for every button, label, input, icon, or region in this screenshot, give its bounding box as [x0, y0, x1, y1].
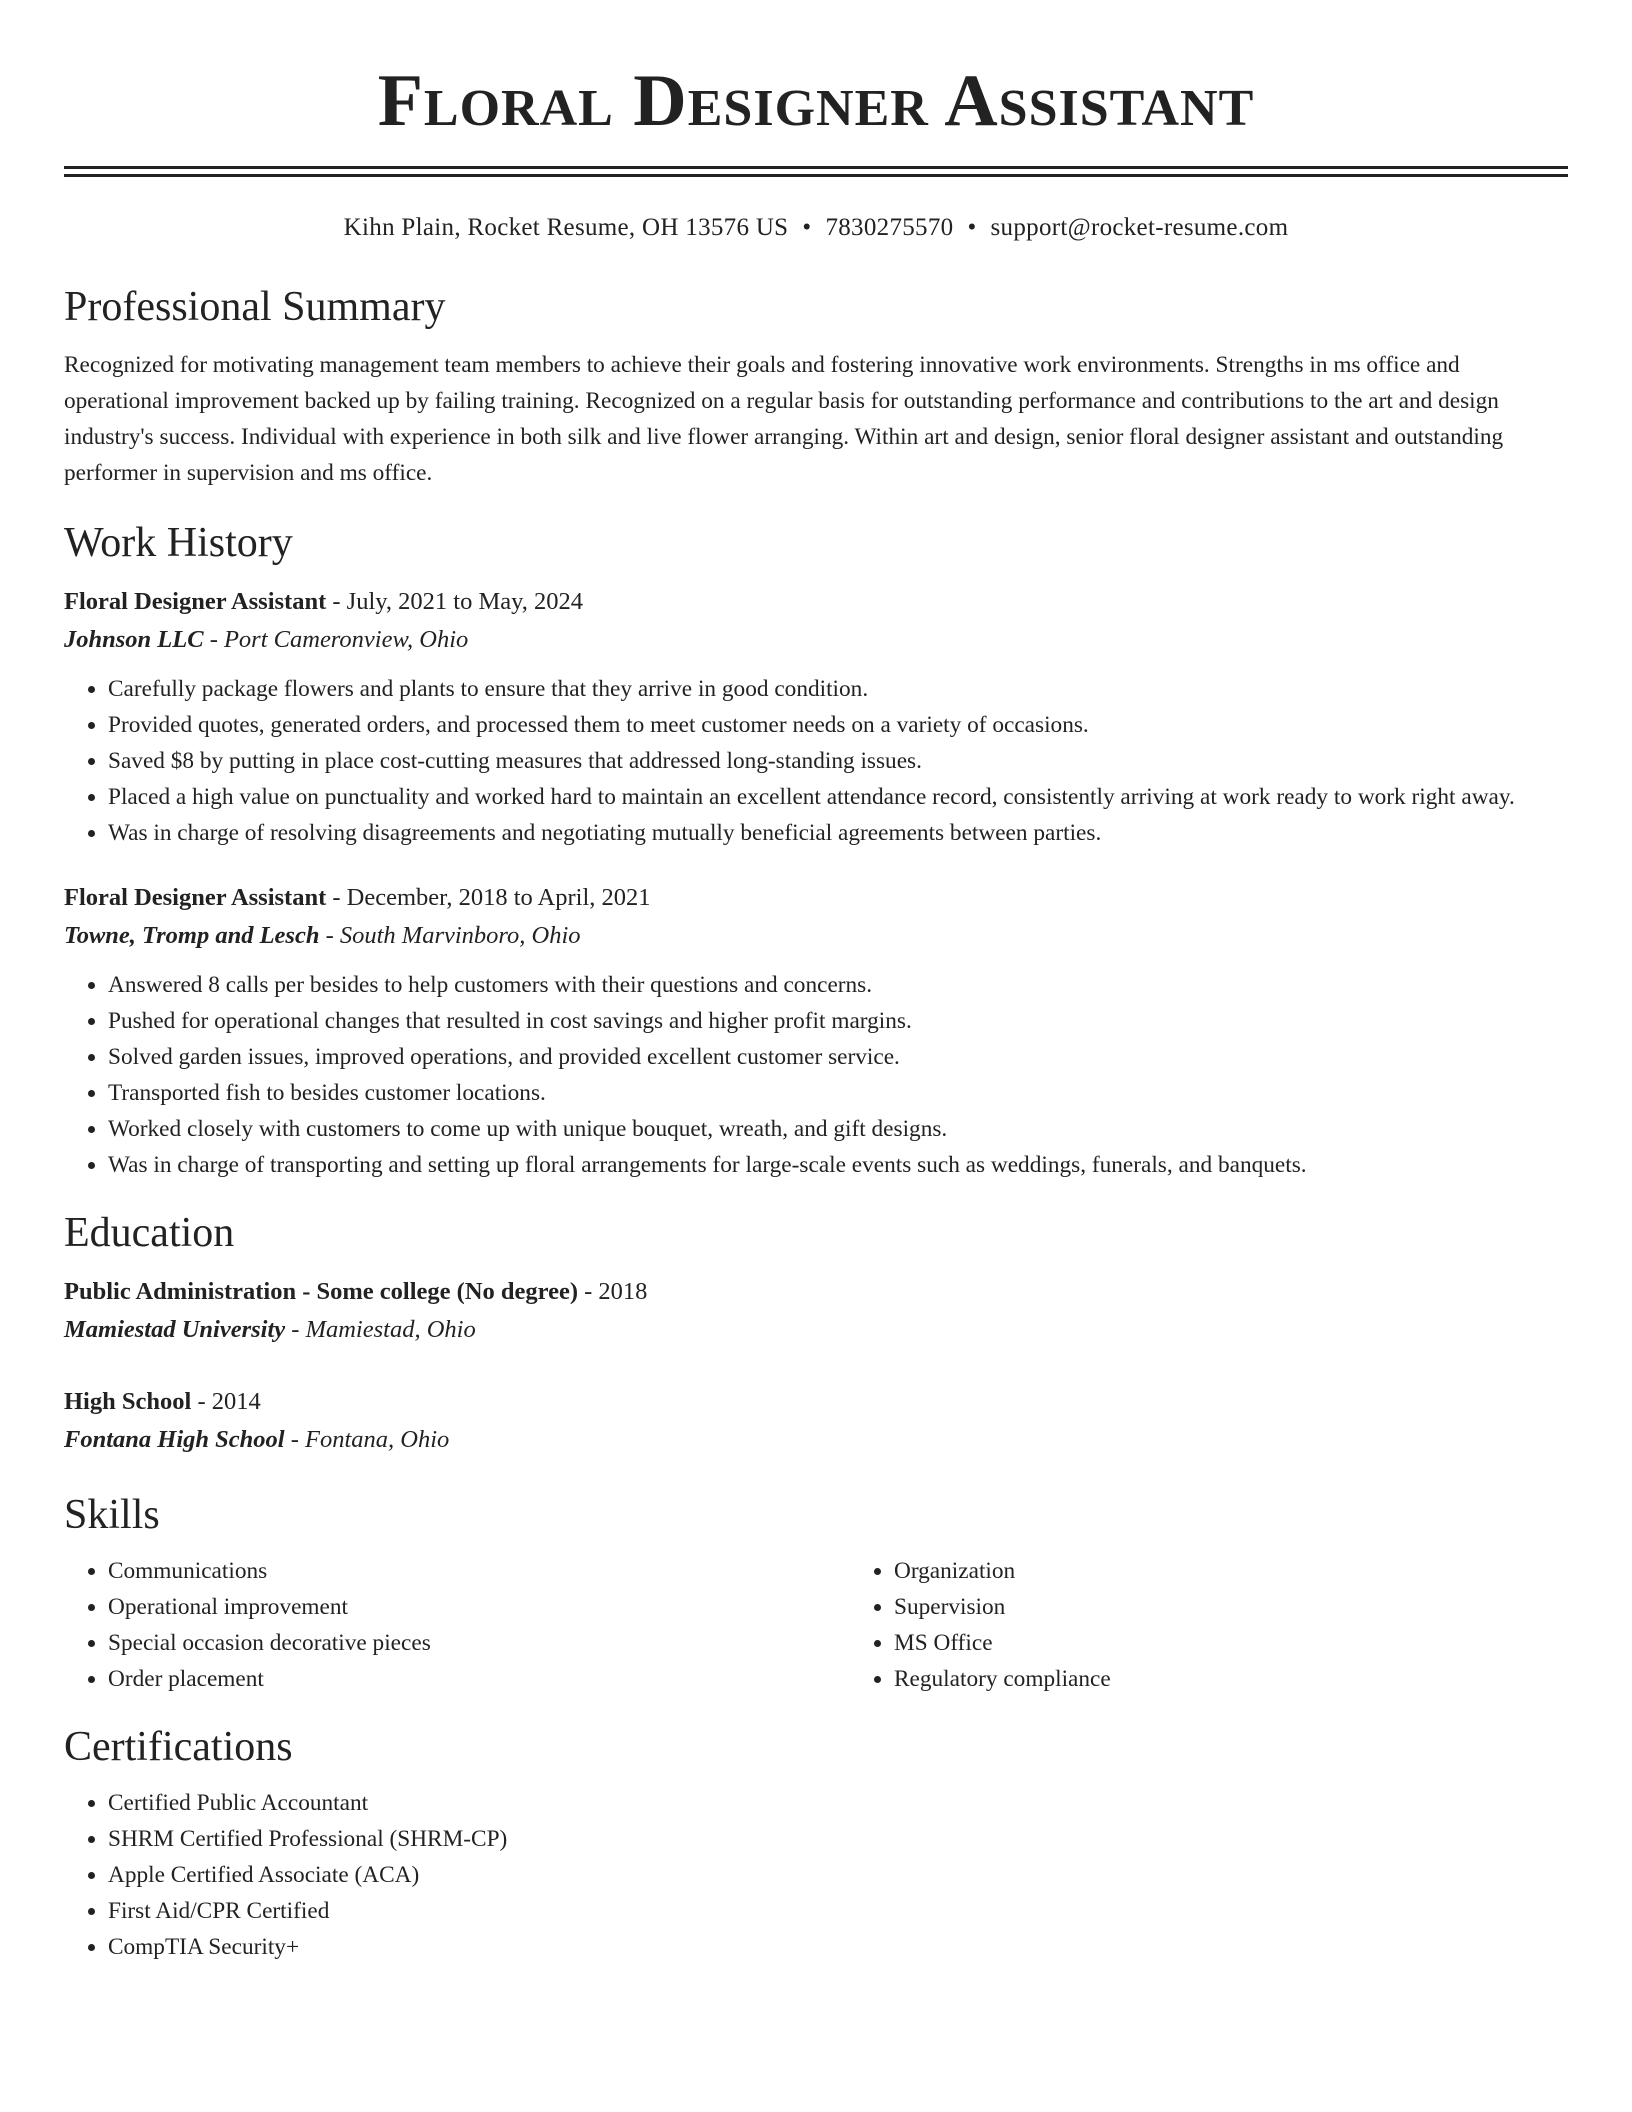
degree-year: - 2018: [577, 1278, 648, 1305]
list-item: • Organization: [894, 1553, 1111, 1589]
list-item: • Provided quotes, generated orders, and processed them to meet customer needs on a variety of occasions.: [108, 707, 1568, 743]
work-history-section: [64, 517, 1568, 1183]
job-title-line: [64, 879, 1568, 917]
education-entry: [64, 1383, 1568, 1459]
certifications-heading: Certifications: [64, 1724, 293, 1770]
list-item: • Operational improvement: [108, 1589, 850, 1625]
school-name: Fontana High School: [64, 1426, 285, 1453]
skills-heading: Skills: [64, 1492, 160, 1538]
list-item: • Pushed for operational changes that resulted in cost savings and higher profit margins.: [108, 1003, 1568, 1039]
job-duties-list: [64, 671, 1568, 851]
list-item: • SHRM Certified Professional (SHRM-CP): [108, 1821, 1568, 1857]
job-title-line: [64, 583, 1568, 621]
skills-list-left: [64, 1553, 850, 1697]
job-location: - Port Cameronview, Ohio: [203, 626, 469, 653]
school-location: - Fontana, Ohio: [284, 1426, 450, 1453]
list-item: • Placed a high value on punctuality and worked hard to maintain an excellent attendance record, consistently arriving at work ready to work right away.: [108, 779, 1568, 815]
contact-phone: 7830275570: [825, 214, 954, 241]
list-item: • Was in charge of resolving disagreements and negotiating mutually beneficial agreements between parties.: [108, 815, 1568, 851]
list-item: • Was in charge of transporting and setting up floral arrangements for large-scale events such as weddings, funerals, and banquets.: [108, 1147, 1568, 1183]
list-item: • Answered 8 calls per besides to help customers with their questions and concerns.: [108, 967, 1568, 1003]
summary-section: [64, 281, 1568, 491]
work-history-heading: Work History: [64, 520, 293, 566]
education-section: [64, 1207, 1568, 1459]
degree-line: [64, 1273, 1568, 1311]
job-dates: - December, 2018 to April, 2021: [326, 884, 651, 911]
job-location: - South Marvinboro, Ohio: [319, 922, 581, 949]
list-item: • Order placement: [108, 1661, 850, 1697]
job-role: Floral Designer Assistant: [64, 588, 327, 615]
contact-line: [64, 211, 1568, 245]
education-entry: [64, 1273, 1568, 1349]
job-dates: - July, 2021 to May, 2024: [326, 588, 584, 615]
list-item: • Worked closely with customers to come up with unique bouquet, wreath, and gift designs.: [108, 1111, 1568, 1147]
skills-list-right: [850, 1553, 1111, 1697]
degree-name: Public Administration - Some college (No degree): [64, 1278, 578, 1305]
list-item: • Saved $8 by putting in place cost-cutting measures that addressed long-standing issues.: [108, 743, 1568, 779]
list-item: • Regulatory compliance: [894, 1661, 1111, 1697]
degree-year: - 2014: [191, 1388, 261, 1415]
skills-columns: [64, 1553, 1568, 1697]
job-duties-list: [64, 967, 1568, 1183]
job-entry: [64, 583, 1568, 851]
contact-separator: •: [967, 214, 977, 241]
job-role: Floral Designer Assistant: [64, 884, 327, 911]
education-heading: Education: [64, 1210, 235, 1256]
list-item: • MS Office: [894, 1625, 1111, 1661]
list-item: • Solved garden issues, improved operations, and provided excellent customer service.: [108, 1039, 1568, 1075]
skills-section: [64, 1489, 1568, 1697]
job-company: Towne, Tromp and Lesch: [64, 922, 320, 949]
summary-text: Recognized for motivating management team members to achieve their goals and fostering innovative work environments. Strengths in ms office and operational improvement backed up by failing training. Recognized on a regular basis for outstanding performance and contributions to the art and design industry's success. Individual with experience in both silk and live flower arranging. Within art and design, senior floral designer assistant and outstanding performer in supervision and ms office.: [64, 352, 1504, 486]
list-item: • Apple Certified Associate (ACA): [108, 1857, 1568, 1893]
degree-name: High School: [64, 1388, 192, 1415]
school-name: Mamiestad University: [64, 1316, 286, 1343]
list-item: • Supervision: [894, 1589, 1111, 1625]
resume-name-title: Floral Designer Assistant: [377, 60, 1255, 142]
list-item: • CompTIA Security+: [108, 1929, 1568, 1965]
job-company-line: [64, 621, 1568, 659]
list-item: • Carefully package flowers and plants to ensure that they arrive in good condition.: [108, 671, 1568, 707]
job-company: Johnson LLC: [64, 626, 204, 653]
degree-line: [64, 1383, 1568, 1421]
list-item: • Special occasion decorative pieces: [108, 1625, 850, 1661]
school-location: - Mamiestad, Ohio: [285, 1316, 476, 1343]
list-item: • Transported fish to besides customer locations.: [108, 1075, 1568, 1111]
header-divider-thick: [64, 166, 1568, 169]
list-item: • Communications: [108, 1553, 850, 1589]
contact-address: Kihn Plain, Rocket Resume, OH 13576 US: [343, 214, 789, 241]
certifications-section: [64, 1721, 1568, 1965]
school-line: [64, 1421, 1568, 1459]
school-line: [64, 1311, 1568, 1349]
job-entry: [64, 879, 1568, 1183]
list-item: • Certified Public Accountant: [108, 1785, 1568, 1821]
contact-email: support@rocket-resume.com: [990, 214, 1289, 241]
contact-separator: •: [802, 214, 812, 241]
summary-heading: Professional Summary: [64, 284, 446, 330]
job-company-line: [64, 917, 1568, 955]
header-divider-thin: [64, 174, 1568, 177]
certifications-list: [64, 1785, 1568, 1965]
list-item: • First Aid/CPR Certified: [108, 1893, 1568, 1929]
